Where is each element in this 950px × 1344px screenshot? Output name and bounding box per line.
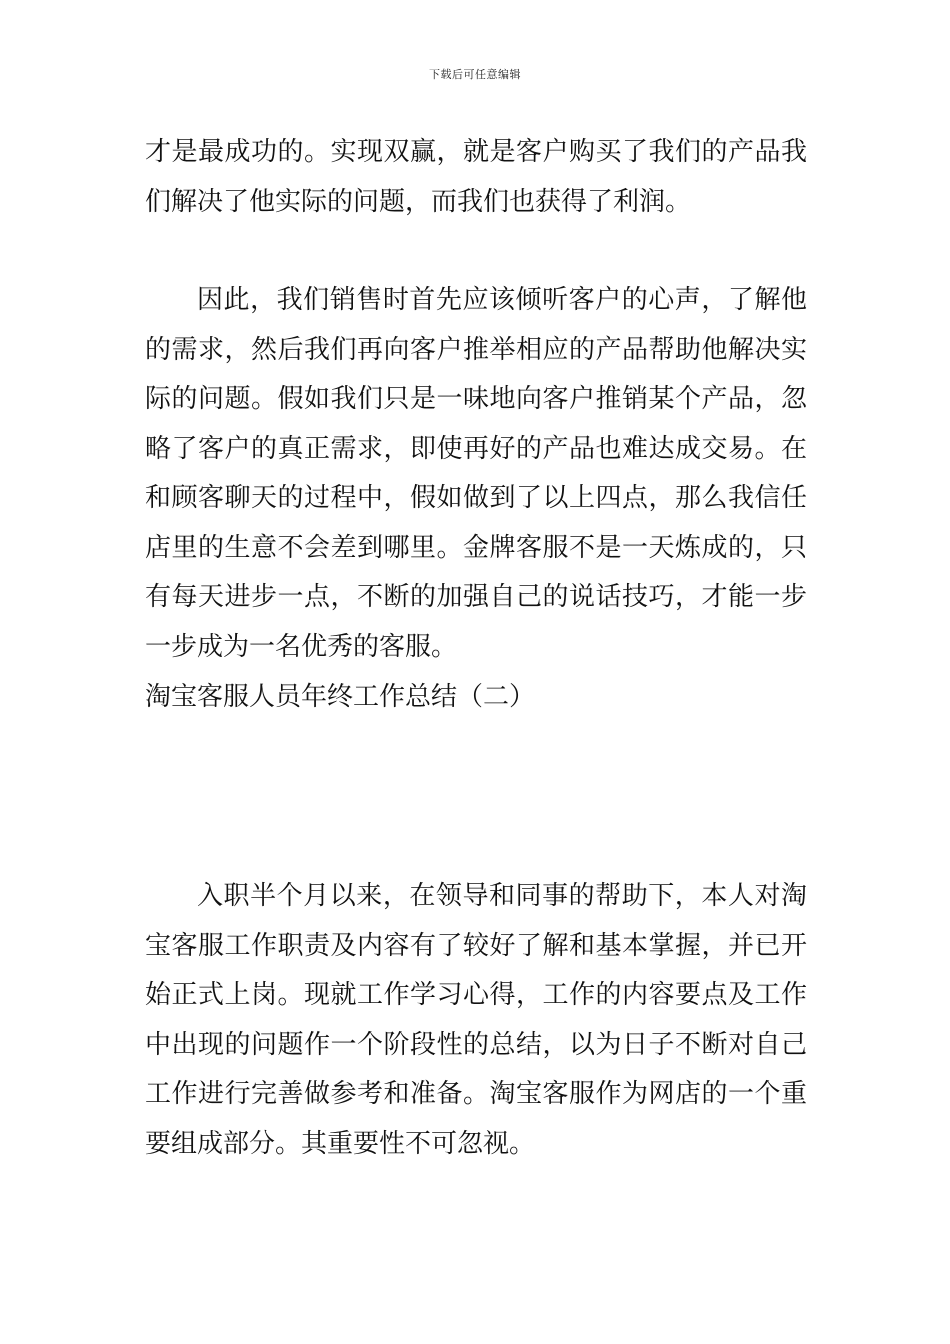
section-heading: 淘宝客服人员年终工作总结（二） [145, 682, 536, 712]
paragraph-listening-customers: 因此，我们销售时首先应该倾听客户的心声，了解他的需求，然后我们再向客户推举相应的产品帮助他解决实际的问题。假如我们只是一味地向客户推销某个产品，忽略了客户的真正需求，即使再好的产品也难达成交易。在和顾客聊天的过程中，假如做到了以上四点，那么我信任店里的生意不会差到哪里。金牌客服不是一天炼成的，只有每天进步一点，不断的加强自己的说话技巧，才能一步一步成为一名优秀的客服。 [145, 285, 807, 662]
paragraph-work-summary: 入职半个月以来，在领导和同事的帮助下，本人对淘宝客服工作职责及内容有了较好了解和基本掌握，并已开始正式上岗。现就工作学习心得，工作的内容要点及工作中出现的问题作一个阶段性的总结，以为日子不断对自己工作进行完善做参考和准备。淘宝客服作为网店的一个重要组成部分。其重要性不可忽视。 [145, 881, 807, 1159]
page-header-note: 下载后可任意编辑 [429, 68, 521, 81]
paragraph-continuation: 才是最成功的。实现双赢，就是客户购买了我们的产品我们解决了他实际的问题，而我们也获得了利润。 [145, 137, 807, 217]
